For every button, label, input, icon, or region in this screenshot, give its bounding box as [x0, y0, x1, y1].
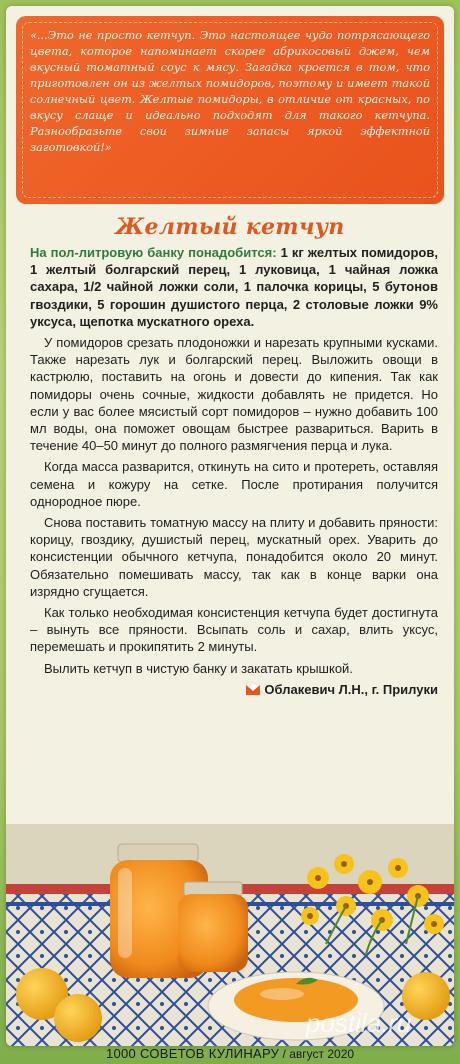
recipe-step: Как только необходимая консистенция кетчупа будет достигнута – вынуть все пряности. Всыпать соль и сахар, влить уксус, перемешать и прокипятить 2 минуты. [30, 605, 438, 655]
author-credit [30, 681, 438, 698]
recipe-body [30, 244, 438, 698]
ketchup-illustration [6, 824, 454, 1046]
recipe-step: У помидоров срезать плодоножки и нарезать крупными кусками. Также нарезать лук и болгарский перец. Выложить овощи в кастрюлю, поставить на огонь и довести до кипения. Так как помидоры очень сочные, жидкости добавлять не придется. Но если у вас более мясистый сорт помидоров – нужно добавить 100 мл воды, она поможет овощам быстрее развариться. Варить в течение 40–50 минут до полного размягчения перца и лука. [30, 335, 438, 454]
quote-text: «...Это не просто кетчуп. Это настоящее чудо потрясающего цвета, которое напоминает скорее абрикосовый джем, чем вкусный томатный соус к мясу. Загадка кроется в том, что приготовлен он из желтых помидоров, поэтому и имеет такой солнечный цвет. Желтые помидоры, в отличие от красных, по вкусу слаще и идеально подходят для такого кетчупа. Разнообразьте свои зимние запасы яркой эффектной заготовкой!» [30, 29, 430, 154]
recipe-step: Вылить кетчуп в чистую банку и закатать крышкой. [44, 660, 353, 676]
ingredients-paragraph [30, 244, 438, 330]
article-page [6, 6, 454, 1046]
ingredients-list: 1 кг желтых помидоров, 1 желтый болгарский перец, 1 луковица, 1 чайная ложка сахара, 1/2 чайной ложки соли, 1 палочка корицы, 5 бутонов гвоздики, 5 горошин душистого перца, 2 столовые ложки 9% уксуса, щепотка мускатного ореха. [30, 245, 438, 329]
watermark-text: postila.ru [306, 1008, 412, 1038]
ingredients-lead: На пол-литровую банку понадобится: [30, 245, 277, 260]
footer-issue: / август 2020 [279, 1047, 355, 1061]
recipe-title: Желтый кетчуп [115, 214, 345, 240]
recipe-step: Когда масса разварится, откинуть на сито и протереть, оставляя семена и кожуру на сетке. После протирания получится однородное пюре. [30, 459, 438, 509]
ketchup-photo [6, 824, 454, 1046]
page-footer [0, 1044, 460, 1064]
author-name: Облакевич Л.Н., г. Прилуки [264, 681, 438, 697]
footer-brand: 1000 СОВЕТОВ КУЛИНАРУ [105, 1046, 280, 1061]
envelope-icon [246, 685, 260, 695]
recipe-step: Снова поставить томатную массу на плиту и добавить пряности: корицу, гвоздику, душистый перец, мускатный орех. Уварить до консистенции обычного кетчупа, понадобится около 20 минут. Обязательно помешивать массу, так как в конце варки она изрядно сгущается. [30, 515, 438, 599]
quote-box [16, 16, 444, 204]
